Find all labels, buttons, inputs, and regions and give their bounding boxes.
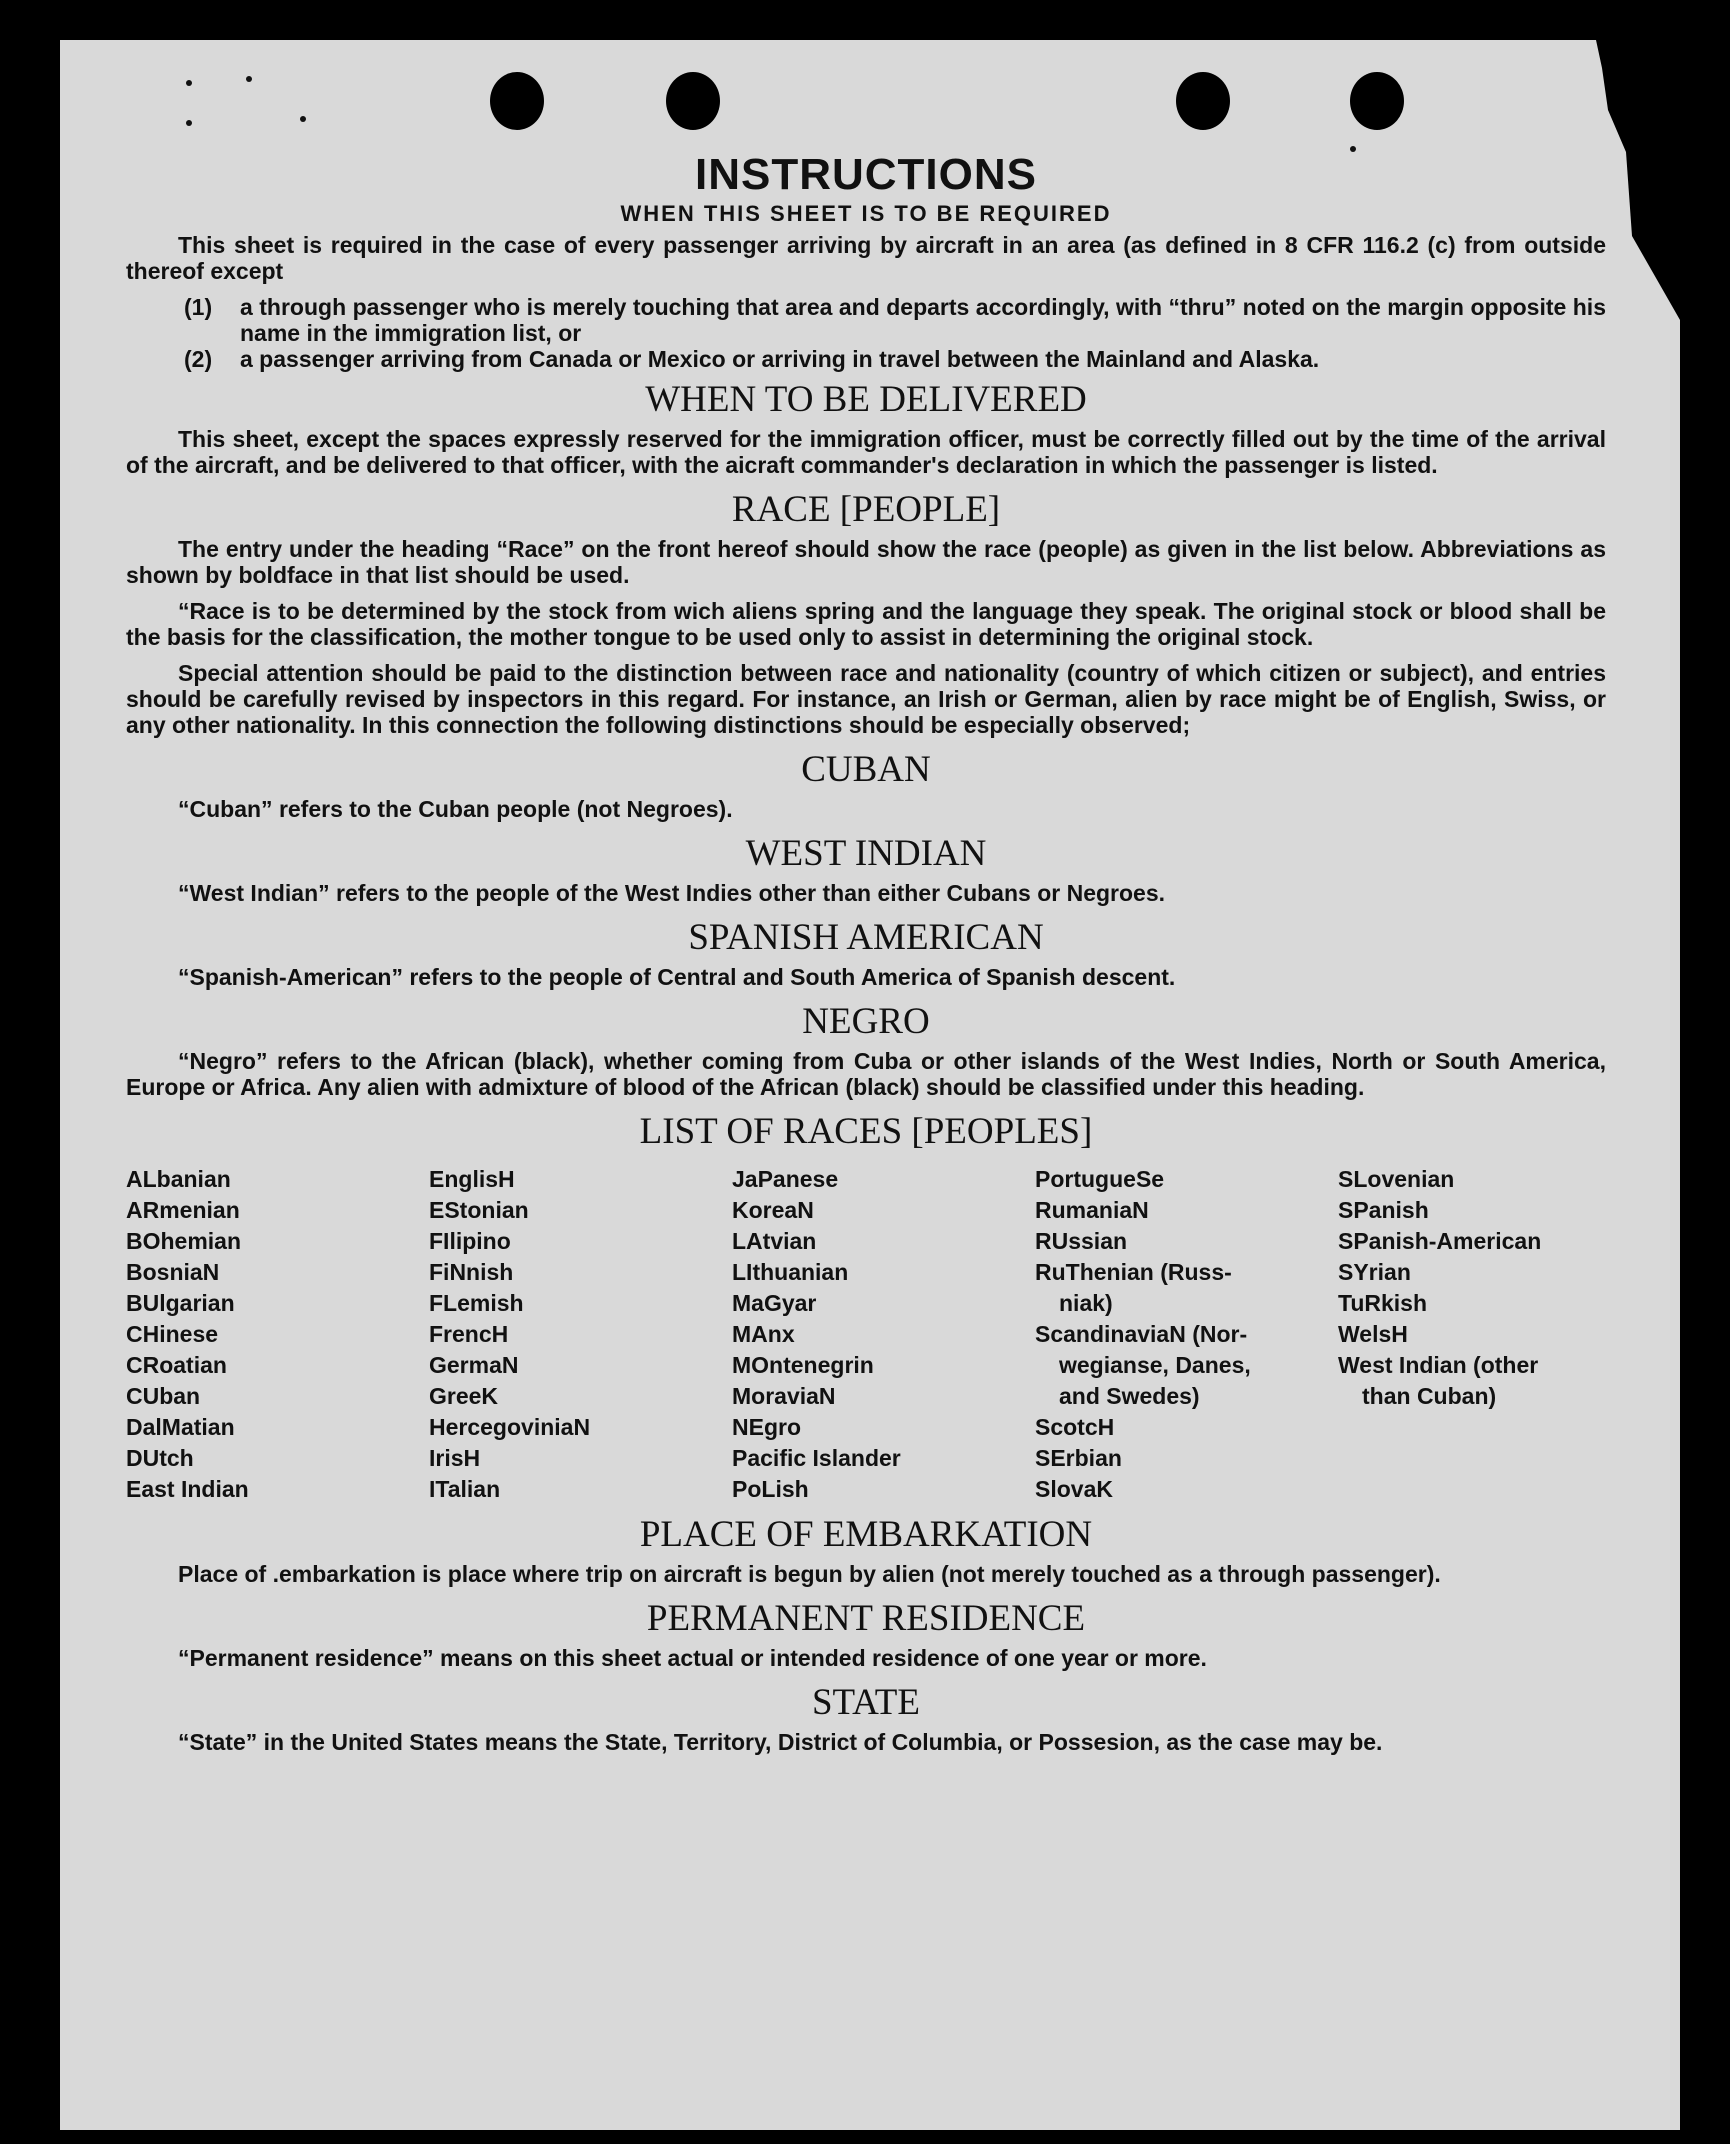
heading-state: STATE xyxy=(811,1682,921,1723)
residence-text: “Permanent residence” means on this sheet actual or intended residence of one year or more. xyxy=(178,1645,1207,1671)
heading-when-to-be-delivered: WHEN TO BE DELIVERED xyxy=(645,379,1087,420)
instructions-content xyxy=(126,150,1606,1765)
race-item: BOhemian xyxy=(126,1228,242,1254)
heading-spanish-american: SPANISH AMERICAN xyxy=(688,917,1044,958)
heading-place-of-embarkation: PLACE OF EMBARKATION xyxy=(639,1514,1093,1555)
race-item: EnglisH xyxy=(429,1166,515,1192)
race-item: SlovaK xyxy=(1035,1476,1113,1502)
race-item-continued: niak) xyxy=(1059,1290,1113,1316)
race-item-continued: than Cuban) xyxy=(1362,1383,1497,1409)
race-item-continued: wegianse, Danes, xyxy=(1059,1352,1251,1378)
races-column-2 xyxy=(429,1164,732,1505)
heading-race: RACE [PEOPLE] xyxy=(731,489,1001,530)
race-item: East Indian xyxy=(126,1476,249,1502)
race-item: SErbian xyxy=(1035,1445,1122,1471)
speck xyxy=(186,80,192,86)
race-item: SPanish-American xyxy=(1338,1228,1542,1254)
race-item: RumaniaN xyxy=(1035,1197,1149,1223)
race-item: ScotcH xyxy=(1035,1414,1115,1440)
race-item: CUban xyxy=(126,1383,201,1409)
race-item: FrencH xyxy=(429,1321,509,1347)
page-title: INSTRUCTIONS xyxy=(695,150,1037,199)
race-item: MAnx xyxy=(732,1321,795,1347)
race-item: GermaN xyxy=(429,1352,519,1378)
exception-number: (1) xyxy=(184,294,213,320)
race-item: JaPanese xyxy=(732,1166,839,1192)
required-intro: This sheet is required in the case of every passenger arriving by aircraft in an area (as defined in 8 CFR 116.2 (c) from outside thereof except xyxy=(126,232,1606,284)
race-item: DUtch xyxy=(126,1445,194,1471)
race-item: BosniaN xyxy=(126,1259,220,1285)
race-item: SPanish xyxy=(1338,1197,1429,1223)
state-text: “State” in the United States means the State, Territory, District of Columbia, or Possesion, as the case may be. xyxy=(178,1729,1383,1755)
race-item: Pacific Islander xyxy=(732,1445,901,1471)
race-item: CRoatian xyxy=(126,1352,227,1378)
race-item: FiNnish xyxy=(429,1259,514,1285)
race-item-continued: and Swedes) xyxy=(1059,1383,1200,1409)
race-item: West Indian (other xyxy=(1338,1352,1539,1378)
exception-text: a passenger arriving from Canada or Mexico or arriving in travel between the Mainland and Alaska. xyxy=(240,346,1320,372)
race-item: DalMatian xyxy=(126,1414,235,1440)
race-item: MOntenegrin xyxy=(732,1352,874,1378)
punch-hole-2 xyxy=(666,72,720,130)
exception-item xyxy=(184,294,1606,346)
document-page xyxy=(60,40,1680,2130)
page-subtitle: WHEN THIS SHEET IS TO BE REQUIRED xyxy=(620,201,1112,226)
race-item: MoraviaN xyxy=(732,1383,836,1409)
punch-hole-4 xyxy=(1350,72,1404,130)
race-item: BUlgarian xyxy=(126,1290,235,1316)
race-paragraph-3: Special attention should be paid to the distinction between race and nationality (country of which citizen or subject), and entries should be carefully revised by inspectors in this regard. For instance, an Irish or German, alien by race might be of English, Swiss, or any other nationality. In this connection the following distinctions should be especially observed; xyxy=(126,660,1606,738)
race-item: ITalian xyxy=(429,1476,501,1502)
race-item: ARmenian xyxy=(126,1197,240,1223)
races-column-3 xyxy=(732,1164,1035,1505)
race-item: TuRkish xyxy=(1338,1290,1428,1316)
race-item: FLemish xyxy=(429,1290,524,1316)
exception-number: (2) xyxy=(184,346,213,372)
race-item: PortugueSe xyxy=(1035,1166,1165,1192)
races-list xyxy=(126,1164,1606,1505)
cuban-text: “Cuban” refers to the Cuban people (not Negroes). xyxy=(178,796,733,822)
race-item: LAtvian xyxy=(732,1228,817,1254)
exception-item xyxy=(184,346,1606,372)
speck xyxy=(246,76,252,82)
race-item: WelsH xyxy=(1338,1321,1408,1347)
race-item: EStonian xyxy=(429,1197,529,1223)
race-item: ALbanian xyxy=(126,1166,231,1192)
race-paragraph-2: “Race is to be determined by the stock from wich aliens spring and the language they speak. The original stock or blood shall be the basis for the classification, the mother tongue to be used only to assist in determining the original stock. xyxy=(126,598,1606,650)
race-item: SLovenian xyxy=(1338,1166,1455,1192)
exception-list xyxy=(126,294,1606,372)
race-item: GreeK xyxy=(429,1383,499,1409)
punch-hole-1 xyxy=(490,72,544,130)
races-column-5 xyxy=(1338,1164,1606,1505)
race-item: HercegoviniaN xyxy=(429,1414,591,1440)
race-item: IrisH xyxy=(429,1445,481,1471)
punch-hole-3 xyxy=(1176,72,1230,130)
heading-list-of-races: LIST OF RACES [PEOPLES] xyxy=(639,1111,1093,1152)
west-indian-text: “West Indian” refers to the people of the West Indies other than either Cubans or Negroes. xyxy=(178,880,1166,906)
race-item: FIlipino xyxy=(429,1228,511,1254)
negro-text: “Negro” refers to the African (black), whether coming from Cuba or other islands of the West Indies, North or South America, Europe or Africa. Any alien with admixture of blood of the African (black) should be classified under this heading. xyxy=(126,1048,1606,1100)
heading-permanent-residence: PERMANENT RESIDENCE xyxy=(646,1598,1086,1639)
exception-text: a through passenger who is merely touching that area and departs accordingly, with “thru” noted on the margin opposite his name in the immigration list, or xyxy=(240,294,1606,346)
speck xyxy=(300,116,306,122)
races-column-1 xyxy=(126,1164,429,1505)
race-item: KoreaN xyxy=(732,1197,814,1223)
race-item: CHinese xyxy=(126,1321,219,1347)
heading-negro: NEGRO xyxy=(802,1001,930,1042)
heading-cuban: CUBAN xyxy=(801,749,931,790)
race-paragraph-1: The entry under the heading “Race” on the front hereof should show the race (people) as given in the list below. Abbreviations as shown by boldface in that list should be used. xyxy=(126,536,1606,588)
race-item: RUssian xyxy=(1035,1228,1128,1254)
race-item: RuThenian (Russ- xyxy=(1035,1259,1232,1285)
speck xyxy=(186,120,192,126)
race-item: LIthuanian xyxy=(732,1259,849,1285)
spanish-american-text: “Spanish-American” refers to the people of Central and South America of Spanish descent. xyxy=(178,964,1176,990)
embarkation-text: Place of .embarkation is place where trip on aircraft is begun by alien (not merely touched as a through passenger). xyxy=(178,1561,1441,1587)
heading-west-indian: WEST INDIAN xyxy=(745,833,987,874)
race-item: NEgro xyxy=(732,1414,801,1440)
race-item: SYrian xyxy=(1338,1259,1411,1285)
race-item: ScandinaviaN (Nor- xyxy=(1035,1321,1248,1347)
races-column-4 xyxy=(1035,1164,1338,1505)
race-item: PoLish xyxy=(732,1476,809,1502)
delivered-text: This sheet, except the spaces expressly reserved for the immigration officer, must be correctly filled out by the time of the arrival of the aircraft, and be delivered to that officer, with the aicraft commander's declaration in which the passenger is listed. xyxy=(126,426,1606,478)
race-item: MaGyar xyxy=(732,1290,817,1316)
